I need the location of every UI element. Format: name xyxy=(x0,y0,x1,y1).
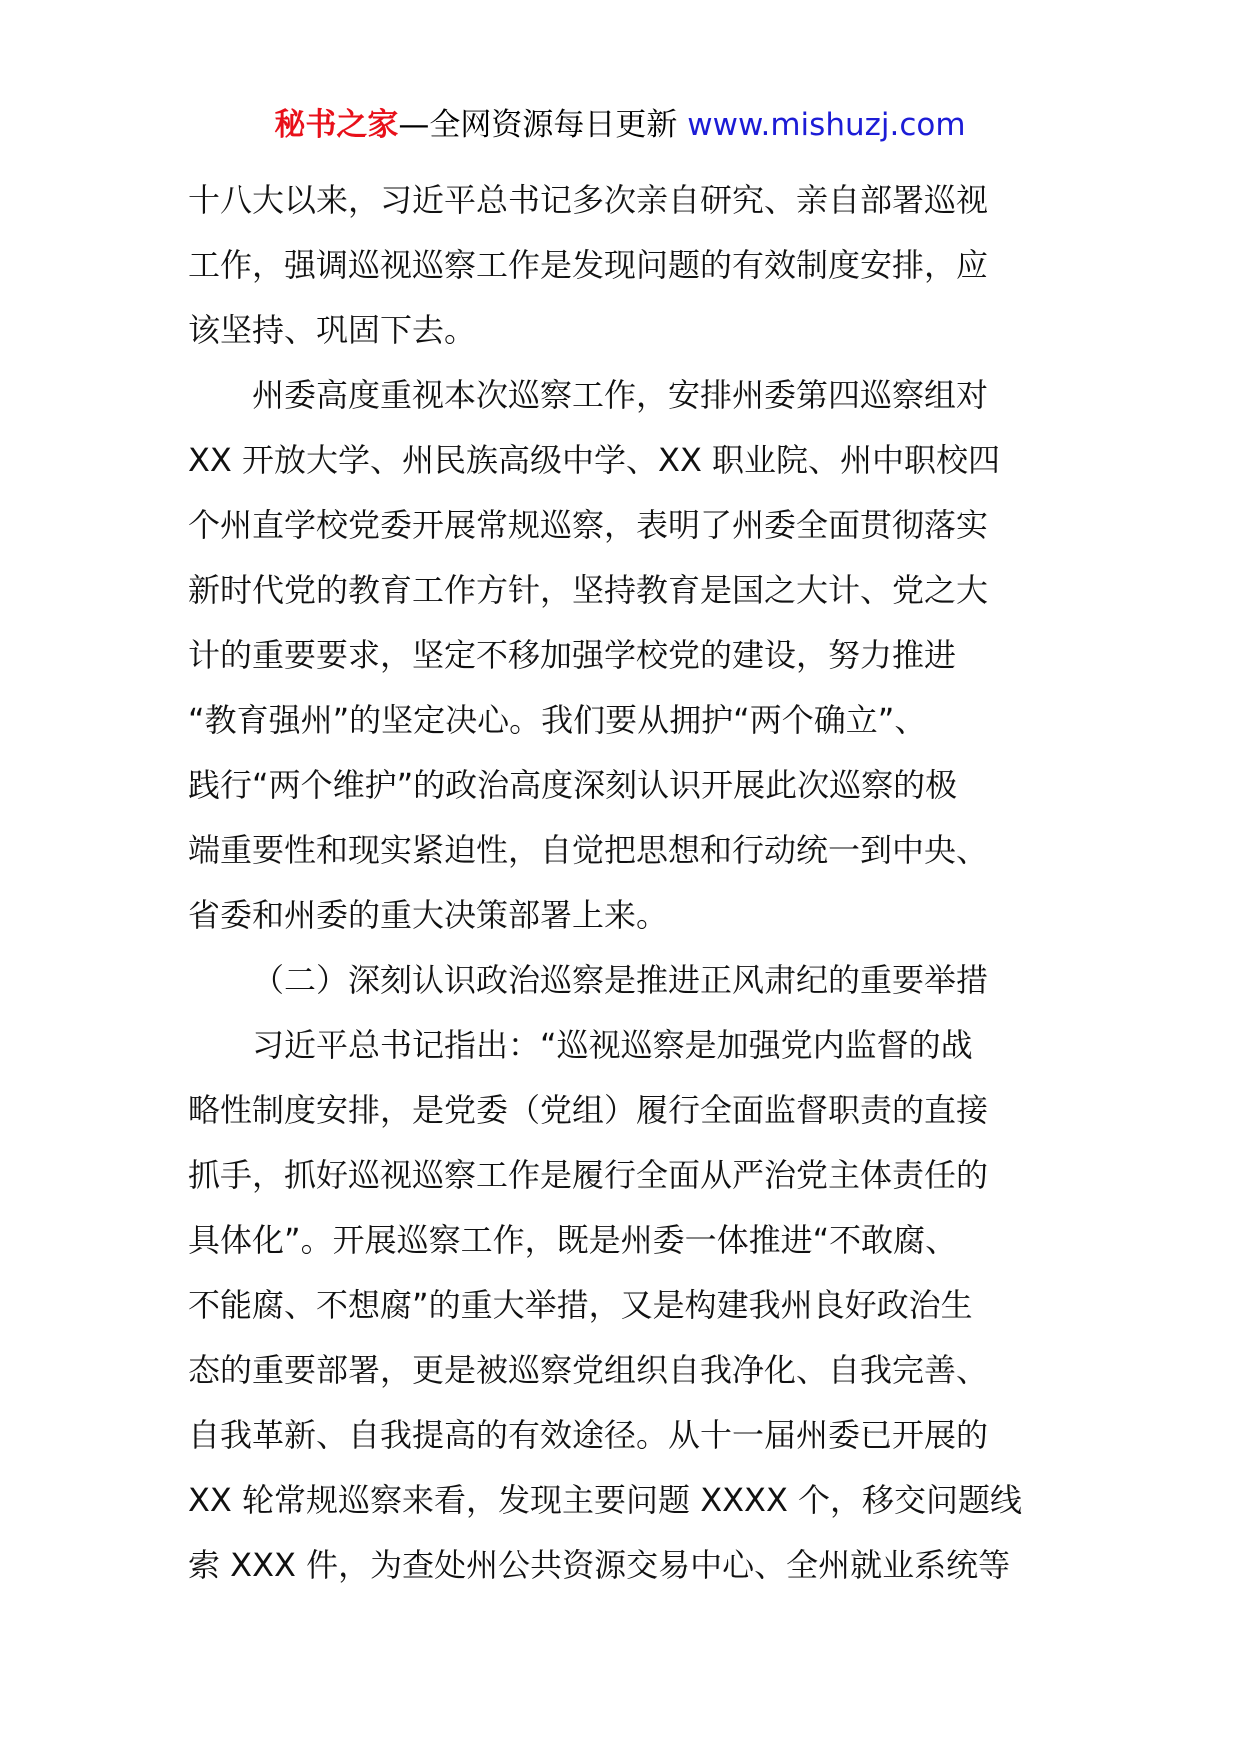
text-line: 略性制度安排，是党委（党组）履行全面监督职责的直接 xyxy=(188,1091,989,1129)
text-line: 自我革新、自我提高的有效途径。从十一届州委已开展的 xyxy=(188,1416,989,1454)
text-line: 省委和州委的重大决策部署上来。 xyxy=(188,896,669,934)
header-tagline: —全网资源每日更新 xyxy=(398,107,688,143)
text-line: 计的重要要求，坚定不移加强学校党的建设，努力推进 xyxy=(188,636,957,674)
text-line: 践行“两个维护”的政治高度深刻认识开展此次巡察的极 xyxy=(188,766,958,804)
text-line: 索 XXX 件，为查处州公共资源交易中心、全州就业系统等 xyxy=(188,1546,1011,1584)
text-line: 不能腐、不想腐”的重大举措，又是构建我州良好政治生 xyxy=(188,1286,973,1324)
section-heading: （二）深刻认识政治巡察是推进正风肃纪的重要举措 xyxy=(252,961,989,999)
text-line: 工作，强调巡视巡察工作是发现问题的有效制度安排，应 xyxy=(188,246,989,284)
paragraph-start-line: 州委高度重视本次巡察工作，安排州委第四巡察组对 xyxy=(252,376,989,414)
header-url-link[interactable]: www.mishuzj.com xyxy=(687,107,966,143)
page-header xyxy=(0,104,1240,146)
text-line: 新时代党的教育工作方针，坚持教育是国之大计、党之大 xyxy=(188,571,989,609)
text-line: XX 开放大学、州民族高级中学、XX 职业院、州中职校四 xyxy=(188,441,1001,479)
text-line: 态的重要部署，更是被巡察党组织自我净化、自我完善、 xyxy=(188,1351,989,1389)
text-line: 具体化”。开展巡察工作，既是州委一体推进“不敢腐、 xyxy=(188,1221,958,1259)
text-line: 个州直学校党委开展常规巡察，表明了州委全面贯彻落实 xyxy=(188,506,989,544)
text-line: XX 轮常规巡察来看，发现主要问题 XXXX 个，移交问题线 xyxy=(188,1481,1023,1519)
text-line: “教育强州”的坚定决心。我们要从拥护“两个确立”、 xyxy=(188,701,927,739)
text-line: 端重要性和现实紧迫性，自觉把思想和行动统一到中央、 xyxy=(188,831,989,869)
paragraph-start-line: 习近平总书记指出：“巡视巡察是加强党内监督的战 xyxy=(252,1026,973,1064)
text-line: 该坚持、巩固下去。 xyxy=(188,311,477,349)
document-body xyxy=(188,168,1058,1598)
header-brand: 秘书之家 xyxy=(274,107,399,143)
text-line: 十八大以来，习近平总书记多次亲自研究、亲自部署巡视 xyxy=(188,181,989,219)
text-line: 抓手，抓好巡视巡察工作是履行全面从严治党主体责任的 xyxy=(188,1156,989,1194)
